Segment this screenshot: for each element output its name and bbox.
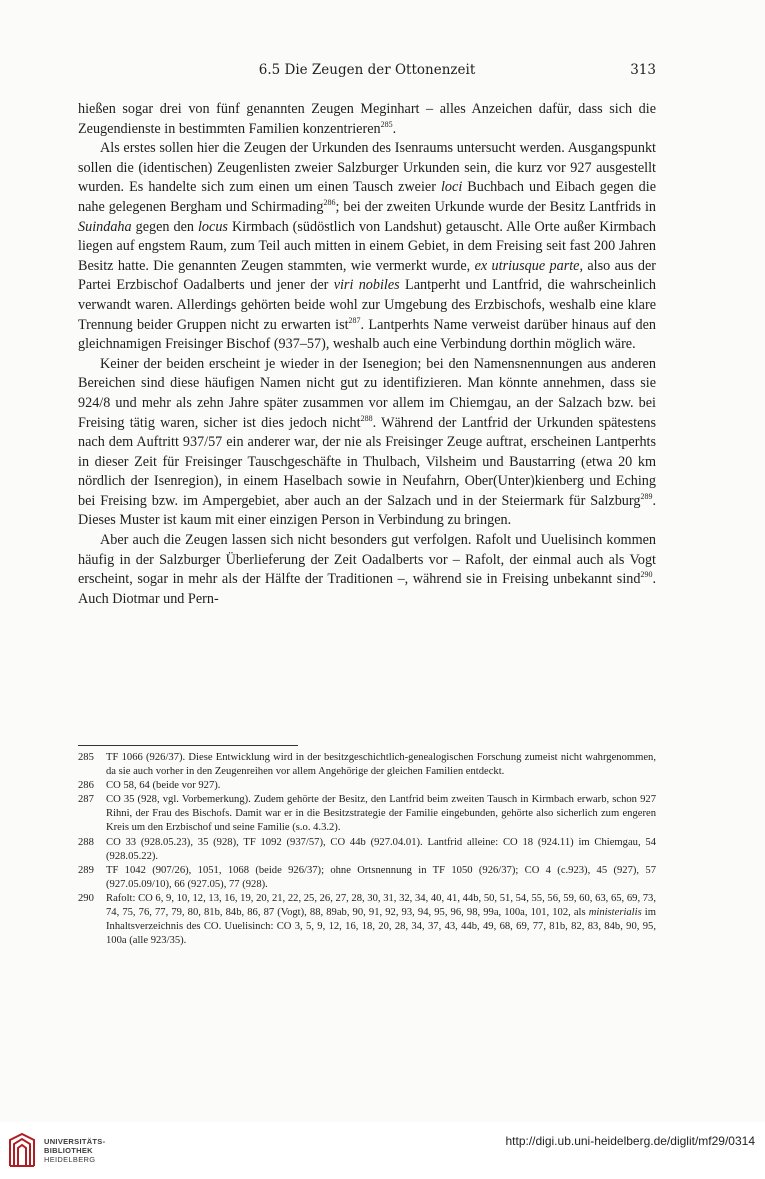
footnote-number: 288 — [78, 836, 94, 848]
footnote-text — [106, 892, 656, 948]
text-run: Buchbach und Eibach gegen die nahe gelegenen Bergham und Schirmading — [78, 179, 656, 215]
footnote-289 — [78, 864, 656, 892]
footnote-288 — [78, 836, 656, 864]
paragraph-3 — [78, 355, 656, 531]
text-run: . Während der Lantfrid der Urkunden spätestens nach dem Auftritt 937/57 ein anderer war, der nie als Freisinger Zeuge auftrat, erscheinen Lantperhts in dieser Zeit für Freisinger Tauschgeschäfte in Thulbach, Vilsheim und Baustarring (etwa 20 km nördlich der Isenregion), in einem Haselbach sowie in Neufahrn, Ober(Unter)kienberg und Eching bei Freising bzw. im Ampergebiet, aber auch an der Salzach und in der Steiermark für Salzburg — [78, 414, 656, 509]
italic-term: ex utriusque parte — [474, 257, 580, 274]
footnote-number: 286 — [78, 780, 94, 792]
library-logo-icon — [8, 1132, 36, 1168]
footnote-text: CO 33 (928.05.23), 35 (928), TF 1092 (937/57), CO 44b (927.04.01). Lantfrid alleine: CO 18 (924.11) im Chiemgau, 54 (928.05.22). — [106, 836, 656, 862]
footnote-number: 289 — [78, 864, 94, 876]
body-text — [78, 100, 656, 609]
text-run: , also aus der Partei Erzbischof Oadalberts und jener der — [78, 257, 656, 294]
footnote-285 — [78, 751, 656, 779]
footnote-287 — [78, 793, 656, 835]
text-run: . — [392, 120, 397, 137]
footnote-divider — [78, 745, 298, 746]
footnote-text: TF 1042 (907/26), 1051, 1068 (beide 926/37); ohne Ortsnennung in TF 1050 (926/37); CO 4 (c.923), 45 (927), 57 (927.05.09/10), 66 (927.05), 77 (928). — [106, 864, 656, 890]
text-run: Rafolt: CO 6, 9, 10, 12, 13, 16, 19, 20, 21, 22, 25, 26, 27, 28, 30, 31, 32, 34, 40, 41, 44b, 50, 51, 54, 55, 56, 59, 60, 63, 65, 69, 73, 74, 75, 76, 77, 79, 80, 81b, 84b, 86, 87 (Vogt), 88, 89ab, 90, 91, 92, 93, 94, 95, 96, 98, 99a, 100a, 101, 102, als — [106, 892, 656, 919]
paragraph-1 — [78, 100, 656, 139]
footnote-number: 290 — [78, 892, 94, 904]
footnote-ref-289[interactable]: 289 — [640, 491, 653, 501]
footnote-ref-285[interactable]: 285 — [380, 119, 393, 129]
paragraph-2 — [78, 139, 656, 355]
text-run: . Lantperhts Name verweist darüber hinaus auf den gleichnamigen Freisinger Bischof (937–57), weshalb auch eine Verbindung dorthin möglich wäre. — [78, 316, 656, 353]
footnote-ref-290[interactable]: 290 — [640, 570, 653, 580]
running-title: 6.5 Die Zeugen der Ottonenzeit — [258, 62, 476, 78]
paragraph-4 — [78, 531, 656, 609]
text-run: gegen den — [131, 218, 198, 235]
source-url[interactable]: http://digi.ub.uni-heidelberg.de/diglit/mf29/0314 — [505, 1134, 755, 1148]
footnote-ref-288[interactable]: 288 — [360, 413, 373, 423]
text-run: . Auch Diotmar und Pern- — [78, 571, 656, 607]
footnotes — [78, 751, 656, 948]
italic-term: viri nobiles — [333, 277, 400, 294]
footnote-number: 285 — [78, 752, 94, 763]
text-run: . Dieses Muster ist kaum mit einer einzigen Person in Verbindung zu bringen. — [78, 492, 656, 529]
text-run: Keiner der beiden erscheint je wieder in der Isenegion; bei den Namensnennungen aus anderen Bereichen sind diese häufigen Namen nicht gut zu identifizieren. Man könnte annehmen, dass sie 924/8 und mehr als zehn Jahre später zusammen vor allem im Chiemgau, an der Salzach bzw. bei Freising tätig waren, sicher ist dies jedoch nicht — [78, 355, 656, 431]
text-run: Kirmbach (südöstlich von Landshut) getauscht. Alle Orte außer Kirmbach liegen auf engstem Raum, zum Teil auch mitten in einem Gebiet, in dem Freising seit fast 200 Jahren Besitz hatte. Die genannten Zeugen stammten, wie vermerkt wurde, — [78, 218, 656, 274]
italic-term: Suindaha — [78, 218, 132, 235]
logo-line: UNIVERSITÄTS- — [44, 1137, 106, 1146]
library-logo[interactable] — [8, 1132, 138, 1172]
footnote-text: CO 58, 64 (beide vor 927). — [106, 780, 221, 792]
footnote-text: TF 1066 (926/37). Diese Entwicklung wird in der besitzgeschichtlich-genealogischen Forschung zumeist nicht wahrgenommen, da sie auch vorher in den Zeugenreihen vor allem Angehörige der gleichen Familien entdeckt. — [106, 752, 656, 778]
text-run: hießen sogar drei von fünf genannten Zeugen Meginhart – alles Anzeichen dafür, dass sich die Zeugendienste in bestimmten Familien konzentrieren — [78, 101, 656, 137]
italic-term: ministerialis — [588, 907, 642, 919]
running-head — [78, 62, 656, 82]
footnote-ref-287[interactable]: 287 — [348, 315, 361, 325]
text-run: im Inhaltsverzeichnis des CO. Uuelisinch: CO 3, 5, 9, 12, 16, 18, 20, 28, 34, 37, 43, 44b, 49, 68, 69, 77, 81b, 82, 83, 84b, 90, 95, 100a (alle 923/35). — [106, 907, 656, 947]
text-run: Lantperht und Lantfrid, die wahrscheinlich verwandt waren. Allerdings gehörten beide wohl zur Umgebung des Erzbischofs, weshalb eine klare Trennung beider Gruppen nicht zu erwarten ist — [78, 277, 656, 333]
viewer-footer — [0, 1122, 765, 1179]
logo-line: BIBLIOTHEK — [44, 1146, 93, 1155]
footnote-290 — [78, 892, 656, 948]
library-logo-text — [44, 1137, 105, 1164]
italic-term: locus — [197, 218, 228, 235]
footnote-286 — [78, 779, 656, 793]
footnote-text: CO 35 (928, vgl. Vorbemerkung). Zudem gehörte der Besitz, den Lantfrid beim zweiten Tausch in Kirmbach erwarb, schon 927 Rihni, der Frau des Bischofs. Damit war er in die Besitzstrategie der Familie eingebunden, gehörte also sicherlich zum engeren Kreis um den Erzbischof und seine Familie (s.o. 4.3.2). — [106, 794, 656, 834]
logo-line: HEIDELBERG — [44, 1155, 96, 1164]
page-number: 313 — [630, 62, 656, 78]
italic-term: loci — [440, 179, 463, 196]
text-run: Aber auch die Zeugen lassen sich nicht besonders gut verfolgen. Rafolt und Uuelisinch kommen häufig in der Salzburger Überlieferung der Zeit Oadalberts vor – Rafolt, der einmal auch als Vogt erscheint, sogar in mehr als der Hälfte der Traditionen –, während sie in Freising unbekannt sind — [78, 532, 656, 588]
text-run: Als erstes sollen hier die Zeugen der Urkunden des Isenraums untersucht werden. Ausgangspunkt sollen die (identischen) Zeugenlisten zweier Salzburger Urkunden sein, die kurz vor 927 ausgestellt wurden. Es handelte sich zum einen um einen Tausch zweier — [78, 140, 656, 196]
footnote-ref-286[interactable]: 286 — [323, 197, 336, 207]
footnote-number: 287 — [78, 794, 94, 806]
text-run: ; bei der zweiten Urkunde wurde der Besitz Lantfrids in — [335, 198, 656, 215]
